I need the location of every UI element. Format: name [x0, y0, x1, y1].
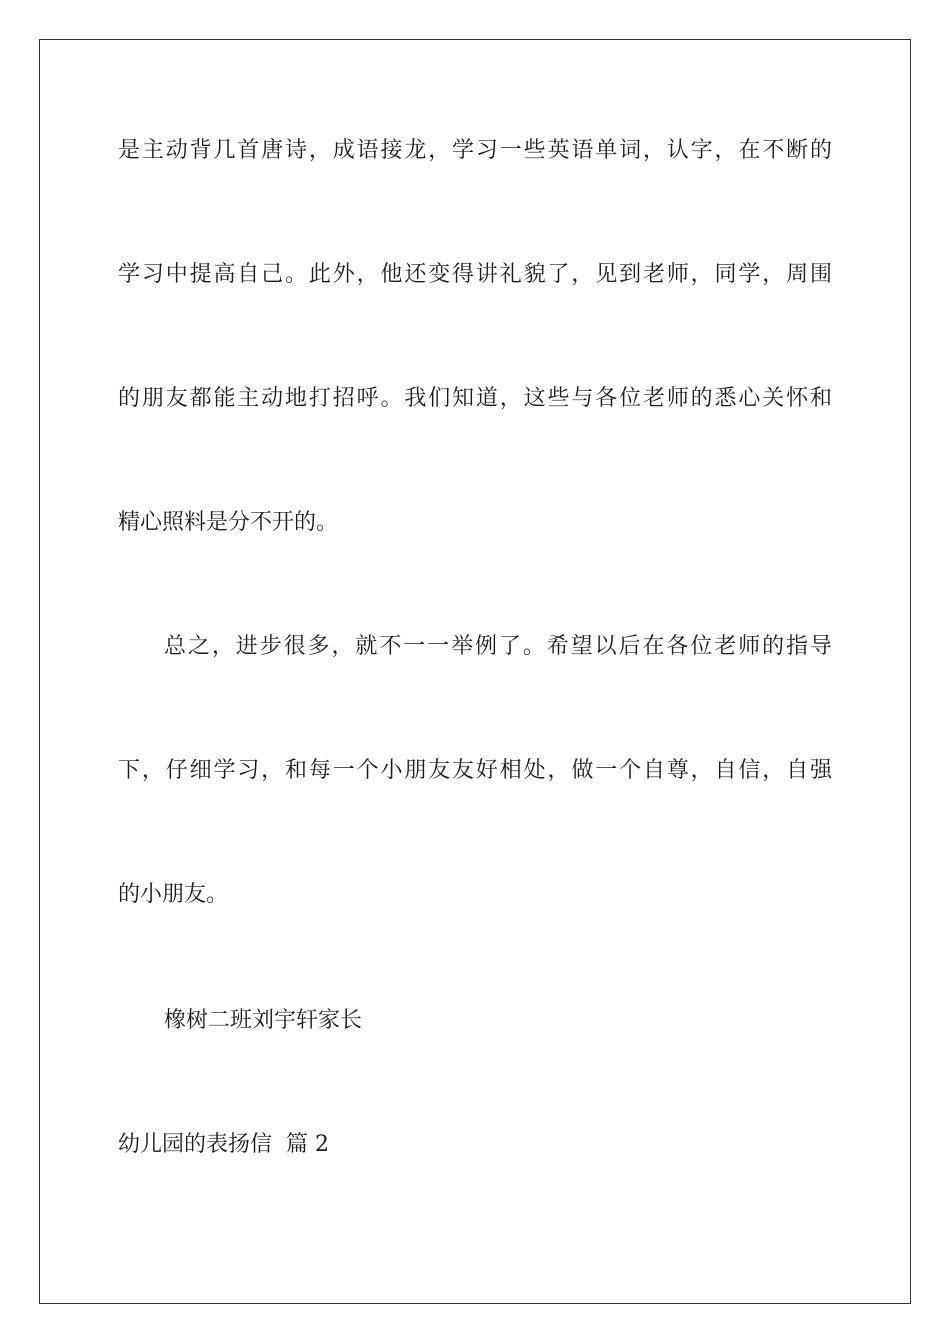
paragraph-line-7: 的小朋友。 [118, 882, 229, 907]
paragraph-line-6: 下，仔细学习，和每一个小朋友友好相处，做一个自尊，自信，自强 [118, 758, 832, 783]
paragraph-line-4: 精心照料是分不开的。 [118, 510, 339, 535]
page-frame [39, 39, 911, 1304]
section-heading: 幼儿园的表扬信 篇 2 [118, 1132, 329, 1157]
paragraph-line-3: 的朋友都能主动地打招呼。我们知道，这些与各位老师的悉心关怀和 [118, 386, 832, 411]
paragraph-line-1: 是主动背几首唐诗，成语接龙，学习一些英语单词，认字，在不断的 [118, 138, 832, 163]
signature-line: 橡树二班刘宇轩家长 [164, 1008, 363, 1033]
paragraph-line-5: 总之，进步很多，就不一一举例了。希望以后在各位老师的指导 [164, 634, 832, 659]
paragraph-line-2: 学习中提高自己。此外，他还变得讲礼貌了，见到老师，同学，周围 [118, 262, 832, 287]
